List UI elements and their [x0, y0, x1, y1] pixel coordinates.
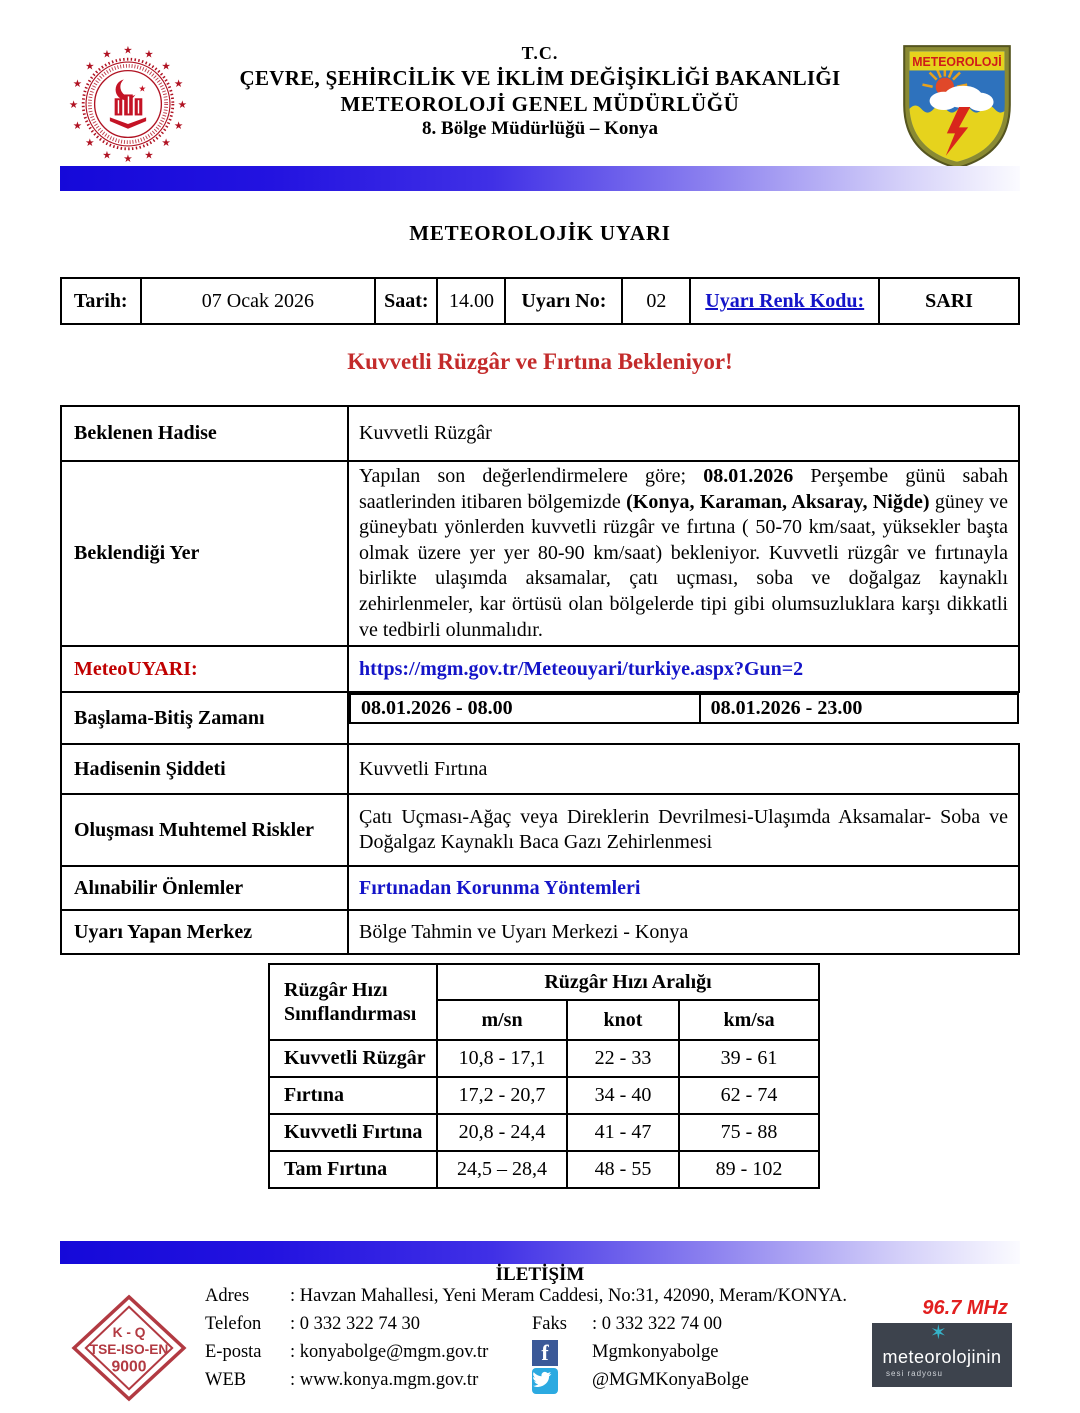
wind-speed-table: [268, 963, 820, 1189]
risks-value: Çatı Uçması-Ağaç veya Direklerin Devrilmesi-Ulaşımda Aksamalar- Soba ve Doğalgaz Kaynaklı Baca Gazı Zehirlenmesi: [348, 794, 1019, 866]
area-text-part2: Perşembe günü sabah saatlerinden itibaren bölgemizde: [359, 465, 1009, 513]
start-time-value: 08.01.2026 - 08.00: [361, 697, 513, 720]
wind-row-label: Kuvvetli Rüzgâr: [269, 1040, 437, 1077]
start-end-cell: [349, 693, 1019, 724]
radio-subtitle: sesi radyosu: [886, 1369, 943, 1378]
svg-text:★: ★: [173, 77, 184, 90]
radio-name: meteorolojinin: [882, 1347, 1002, 1367]
wind-row-knot: 41 - 47: [567, 1114, 679, 1151]
risks-label: Oluşması Muhtemel Riskler: [61, 794, 348, 866]
wind-row-label: Kuvvetli Fırtına: [269, 1114, 437, 1151]
unit-knot-header: knot: [567, 1000, 679, 1040]
color-code-link[interactable]: Uyarı Renk Kodu:: [705, 289, 865, 312]
color-code-value: SARI: [879, 278, 1019, 324]
radio-frequency: 96.7 MHz: [922, 1297, 1008, 1319]
wind-row-msn: 17,2 - 20,7: [437, 1077, 567, 1114]
end-time-value: 08.01.2026 - 23.00: [699, 695, 1017, 722]
svg-text:★: ★: [144, 48, 154, 61]
wind-class-header: [269, 964, 437, 1040]
top-divider-bar: [60, 166, 1020, 191]
svg-text:★: ★: [123, 44, 133, 57]
info-bar: [60, 277, 1020, 325]
header-ministry: ÇEVRE, ŞEHİRCİLİK VE İKLİM DEĞİŞİKLİĞİ BAKANLIĞI: [239, 65, 841, 90]
contact-row-phone: [205, 1314, 885, 1338]
expected-area-label: Beklendiği Yer: [61, 461, 348, 646]
date-label: Tarih:: [61, 278, 141, 324]
fax-value: : 0 332 322 74 00: [592, 1314, 723, 1334]
svg-text:★: ★: [102, 149, 112, 162]
address-value: : Havzan Mahallesi, Yeni Meram Caddesi, No:31, 42090, Meram/KONYA.: [290, 1286, 847, 1306]
radio-star-icon: ✶: [930, 1322, 947, 1344]
phone-label: Telefon: [205, 1314, 262, 1334]
wind-class-header-line2: Sınıflandırması: [284, 1003, 417, 1025]
contact-row-email: [205, 1342, 885, 1368]
wind-row-label: Fırtına: [269, 1077, 437, 1114]
wind-row-msn: 10,8 - 17,1: [437, 1040, 567, 1077]
wind-range-header: Rüzgâr Hızı Aralığı: [437, 964, 819, 1000]
fax-label: Faks: [532, 1314, 567, 1334]
issuing-center-label: Uyarı Yapan Merkez: [61, 910, 348, 954]
wind-row-kmsa: 62 - 74: [679, 1077, 819, 1114]
address-label: Adres: [205, 1286, 250, 1306]
twitter-icon[interactable]: [532, 1368, 558, 1394]
svg-text:★: ★: [173, 119, 184, 132]
wind-row-knot: 34 - 40: [567, 1077, 679, 1114]
iso-logo: [70, 1294, 188, 1407]
warning-no-label: Uyarı No:: [505, 278, 622, 324]
expected-event-value: Kuvvetli Rüzgâr: [348, 406, 1019, 461]
expected-event-label: Beklenen Hadise: [61, 406, 348, 461]
issuing-center-value: Bölge Tahmin ve Uyarı Merkezi - Konya: [348, 910, 1019, 954]
precautions-label: Alınabilir Önlemler: [61, 866, 348, 910]
time-value: 14.00: [437, 278, 505, 324]
contact-row-address: [205, 1286, 885, 1310]
wind-row-label: Tam Fırtına: [269, 1151, 437, 1188]
svg-text:★: ★: [161, 136, 171, 149]
header-region: 8. Bölge Müdürlüğü – Konya: [422, 118, 658, 139]
iso-diamond-icon: [70, 1294, 188, 1402]
area-text-part1: Yapılan son değerlendirmelere göre;: [359, 465, 704, 487]
details-table: [60, 405, 1020, 955]
alert-title: Kuvvetli Rüzgâr ve Fırtına Bekleniyor!: [347, 349, 733, 374]
meteoroloji-shield-icon: [898, 40, 1016, 172]
iso-line2: TSE-ISO-EN: [89, 1341, 169, 1357]
warning-no-value: 02: [622, 278, 690, 324]
area-text-date: 08.01.2026: [703, 465, 794, 487]
wind-row-kmsa: 39 - 61: [679, 1040, 819, 1077]
date-value: 07 Ocak 2026: [141, 278, 376, 324]
svg-text:★: ★: [68, 98, 79, 111]
precautions-link[interactable]: Fırtınadan Korunma Yöntemleri: [359, 876, 641, 899]
bottom-divider-bar: [60, 1241, 1020, 1264]
svg-text:★: ★: [85, 136, 95, 149]
wind-row-msn: 20,8 - 24,4: [437, 1114, 567, 1151]
unit-msn-header: m/sn: [437, 1000, 567, 1040]
severity-value: Kuvvetli Fırtına: [348, 744, 1019, 794]
facebook-handle: Mgmkonyabolge: [592, 1342, 719, 1362]
area-text-provinces: (Konya, Karaman, Aksaray, Niğde): [626, 490, 930, 513]
wind-row-knot: 22 - 33: [567, 1040, 679, 1077]
email-label: E-posta: [205, 1342, 262, 1362]
svg-text:★: ★: [72, 119, 83, 132]
svg-text:★: ★: [123, 153, 133, 166]
meteouyari-url-link[interactable]: https://mgm.gov.tr/Meteouyari/turkiye.aspx?Gun=2: [359, 657, 804, 680]
unit-kmsa-header: km/sa: [679, 1000, 819, 1040]
iso-line1: K - Q: [112, 1325, 146, 1341]
iso-line3: 9000: [111, 1358, 147, 1376]
page-title: METEOROLOJİK UYARI: [409, 221, 671, 245]
meteoroloji-logo: [898, 40, 1016, 177]
wind-row-msn: 24,5 – 28,4: [437, 1151, 567, 1188]
area-text-part3: güney ve güneybatı yönlerden kuvvetli rüzgâr ve fırtına ( 50-70 km/saat, yüksekler başta olmak üzere yer yer 80-90 km/saat) bekleniyor. Kuvvetli rüzgâr ve fırtınayla birlikte ulaşımda aksamalar, çatı uçması, soba ve doğalgaz kaynaklı zehirlenmeler, kar örtüsü olan bölgelerde tipi gibi olumsuzluklara karşı dikkatli ve tedbirli olunmalıdır.: [359, 490, 1008, 641]
meteouyari-label: MeteoUYARI:: [61, 646, 348, 692]
email-value: : konyabolge@mgm.gov.tr: [290, 1342, 489, 1362]
svg-text:★: ★: [85, 60, 95, 73]
header-directorate: METEOROLOJİ GENEL MÜDÜRLÜĞÜ: [340, 91, 740, 116]
shield-title: METEOROLOJİ: [912, 53, 1002, 69]
contact-row-web: [205, 1370, 885, 1396]
severity-label: Hadisenin Şiddeti: [61, 744, 348, 794]
facebook-icon[interactable]: f: [532, 1340, 558, 1366]
table-row: [269, 1114, 819, 1151]
wind-row-kmsa: 75 - 88: [679, 1114, 819, 1151]
table-row: [269, 1077, 819, 1114]
web-label: WEB: [205, 1370, 247, 1390]
radio-logo: [872, 1297, 1012, 1387]
radio-box: [872, 1323, 1012, 1387]
table-row: [269, 1151, 819, 1188]
svg-text:★: ★: [177, 98, 188, 111]
web-value: : www.konya.mgm.gov.tr: [290, 1370, 479, 1390]
svg-text:★: ★: [138, 84, 147, 95]
wind-row-knot: 48 - 55: [567, 1151, 679, 1188]
svg-text:★: ★: [102, 48, 112, 61]
contact-title: İLETİŞİM: [495, 1264, 585, 1285]
svg-text:★: ★: [72, 77, 83, 90]
start-end-label: Başlama-Bitiş Zamanı: [61, 692, 348, 744]
phone-value: : 0 332 322 74 30: [290, 1314, 421, 1334]
header-tc: T.C.: [521, 43, 559, 63]
twitter-handle: @MGMKonyaBolge: [592, 1370, 749, 1390]
expected-area-text: [348, 461, 1019, 646]
table-row: [269, 1040, 819, 1077]
wind-row-kmsa: 89 - 102: [679, 1151, 819, 1188]
svg-text:★: ★: [161, 60, 171, 73]
svg-text:★: ★: [144, 149, 154, 162]
wind-class-header-line1: Rüzgâr Hızı: [284, 979, 388, 1001]
time-label: Saat:: [375, 278, 437, 324]
